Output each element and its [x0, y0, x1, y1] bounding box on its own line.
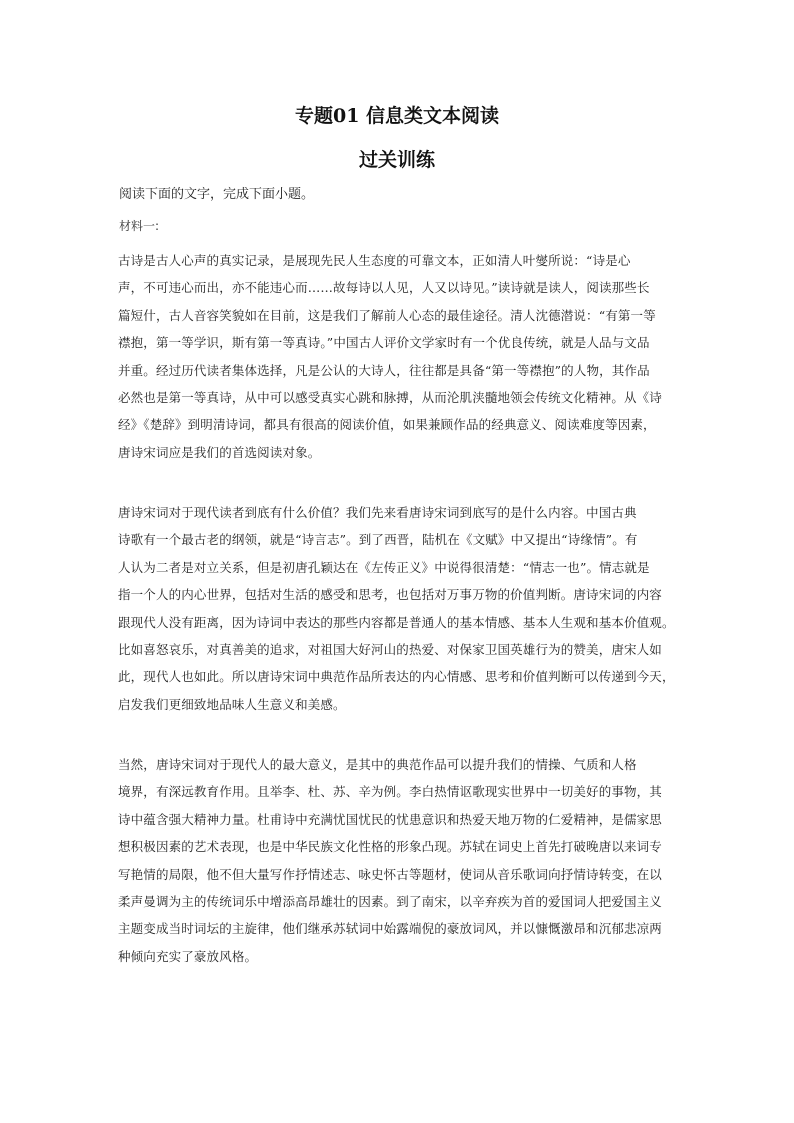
- paragraph-line: 诗歌有一个最古老的纲领，就是“诗言志”。到了西晋，陆机在《文赋》中又提出“诗缘情”。有: [118, 532, 638, 548]
- paragraph-line: 柔声曼调为主的传统词乐中增添高昂雄壮的因素。到了南宋，以辛弃疾为首的爱国词人把爱国主义: [118, 893, 662, 909]
- paragraph-line: 并重。经过历代读者集体选择，凡是公认的大诗人，往往都是具备“第一等襟抱”的人物，其作品: [118, 362, 650, 378]
- paragraph-line: 人认为二者是对立关系，但是初唐孔颖达在《左传正义》中说得很清楚：“情志一也”。情志就是: [118, 559, 650, 575]
- paragraph-line: 襟抱，第一等学识，斯有第一等真诗。”中国古人评价文学家时有一个优良传统，就是人品与文品: [118, 335, 650, 351]
- paragraph-line: 唐诗宋词对于现代读者到底有什么价值？我们先来看唐诗宋词到底写的是什么内容。中国古典: [118, 505, 637, 520]
- paragraph-1: [118, 247, 704, 466]
- paragraph-line: 指一个人的内心世界，包括对生活的感受和思考，也包括对万事万物的价值判断。唐诗宋词的内容: [118, 587, 662, 603]
- paragraph-line: 篇短什，古人音容笑貌如在目前，这是我们了解前人心态的最佳途径。清人沈德潜说：“有第一等: [118, 307, 656, 323]
- paragraph-line: 境界，有深远教育作用。且举李、杜、苏、辛为例。李白热情讴歌现实世界中一切美好的事物，其: [118, 784, 662, 800]
- document-subtitle: 过关训练: [358, 149, 435, 171]
- instruction-text: 阅读下面的文字，完成下面小题。: [119, 187, 315, 202]
- paragraph-line: 经》《楚辞》到明清诗词，都具有很高的阅读价值，如果兼顾作品的经典意义、阅读难度等因素，: [118, 417, 656, 433]
- paragraph-line: 写艳情的局限，他不但大量写作抒情述志、咏史怀古等题材，使词从音乐歌词向抒情诗转变，在以: [118, 866, 662, 882]
- paragraph-line: 想积极因素的艺术表现，也是中华民族文化性格的形象凸现。苏轼在词史上首先打破晚唐以来词专: [118, 839, 662, 855]
- paragraph-line: 必然也是第一等真诗，从中可以感受真实心跳和脉搏，从而沦肌浃髓地领会传统文化精神。从《诗: [118, 389, 662, 405]
- paragraph-line: 唐诗宋词应是我们的首选阅读对象。: [118, 444, 321, 460]
- paragraph-line: 声，不可违心而出，亦不能违心而……故每诗以人见，人又以诗见。”读诗就是读人，阅读那些长: [118, 280, 650, 296]
- paragraph-line: 启发我们更细致地品味人生意义和美感。: [118, 696, 346, 712]
- paragraph-line: 跟现代人没有距离，因为诗词中表达的那些内容都是普通人的基本情感、基本人生观和基本价值观。: [118, 614, 675, 630]
- paragraph-line: 当然，唐诗宋词对于现代人的最大意义，是其中的典范作品可以提升我们的情操、气质和人格: [118, 757, 637, 772]
- material-label: 材料一:: [119, 219, 160, 233]
- paragraph-line: 比如喜怒哀乐，对真善美的追求，对祖国大好河山的热爱、对保家卫国英雄行为的赞美，唐宋人如: [118, 641, 662, 657]
- paragraph-line: 此，现代人也如此。所以唐诗宋词中典范作品所表达的内心情感、思考和价值判断可以传递到今天，: [118, 669, 675, 685]
- paragraph-line: 种倾向充实了豪放风格。: [118, 948, 258, 964]
- paragraph-line: 诗中蕴含强大精神力量。杜甫诗中充满忧国忧民的忧患意识和热爱天地万物的仁爱精神，是儒家思: [118, 811, 662, 827]
- paragraph-line: 主题变成当时词坛的主旋律，他们继承苏轼词中始露端倪的豪放词风，并以慷慨激昂和沉郁悲凉两: [118, 921, 662, 937]
- paragraph-2: [118, 499, 704, 718]
- paragraph-3: [118, 751, 704, 970]
- document-title: 专题01 信息类文本阅读: [294, 105, 500, 127]
- paragraph-line: 古诗是古人心声的真实记录，是展现先民人生态度的可靠文本，正如清人叶燮所说：“诗是心: [118, 253, 631, 268]
